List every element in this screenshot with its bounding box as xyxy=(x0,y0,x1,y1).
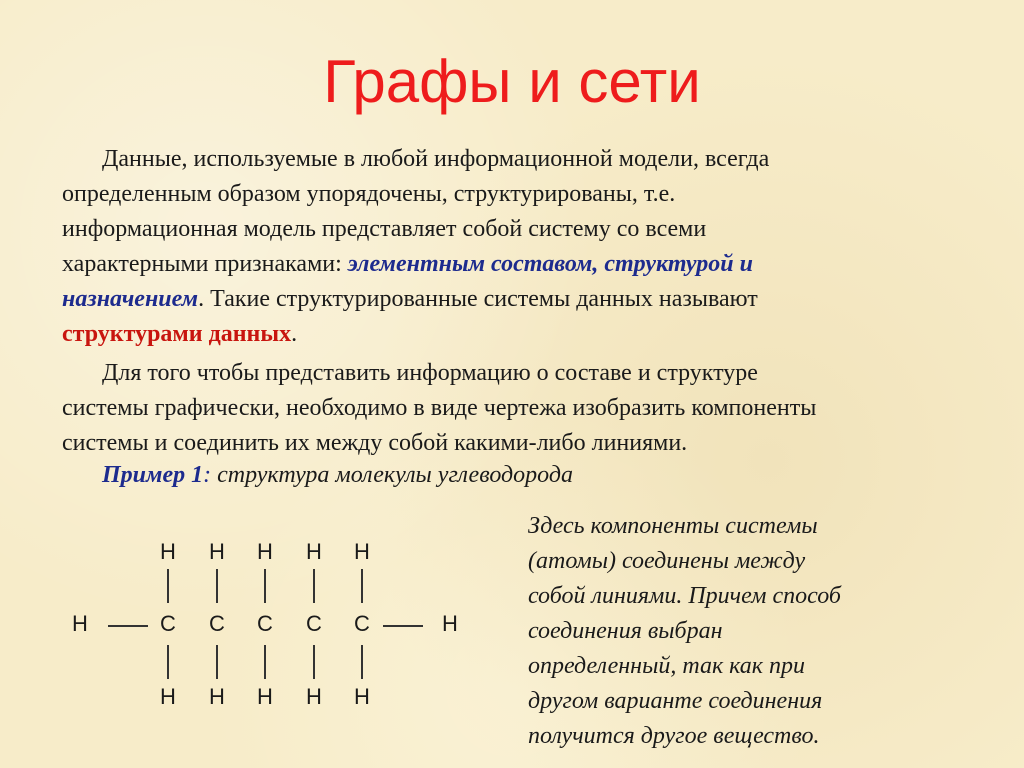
bond-down-3 xyxy=(264,645,266,679)
slide-title: Графы и сети xyxy=(323,48,701,115)
p2-line1: Для того чтобы представить информацию о составе и структуре xyxy=(102,360,758,386)
side-note-line-6: другом варианте соединения xyxy=(528,688,823,714)
side-note-line-3: собой линиями. Причем способ xyxy=(528,583,841,609)
p1-line5-highlight: назначением xyxy=(62,286,199,312)
atom-c-5: C xyxy=(354,611,370,636)
bond-down-1 xyxy=(167,645,169,679)
bond-up-5 xyxy=(361,569,363,603)
bond-down-2 xyxy=(216,645,218,679)
p1-line2: определенным образом упорядочены, структурированы, т.е. xyxy=(62,181,676,207)
p1-line4-plain: характерными признаками: xyxy=(62,251,348,277)
bond-down-5 xyxy=(361,645,363,679)
example-text: структура молекулы углеводорода xyxy=(211,462,573,488)
atom-h-right: H xyxy=(442,611,458,636)
atom-h-top-3: H xyxy=(257,539,273,564)
bond-right xyxy=(383,625,423,627)
atom-h-top-4: H xyxy=(306,539,322,564)
atom-c-3: C xyxy=(257,611,273,636)
atom-h-bottom-3: H xyxy=(257,684,273,709)
atom-h-bottom-2: H xyxy=(209,684,225,709)
example-colon: : xyxy=(203,462,212,488)
atom-h-bottom-4: H xyxy=(306,684,322,709)
bond-down-4 xyxy=(313,645,315,679)
p1-line6-highlight: структурами данных xyxy=(62,321,292,347)
side-note-line-2: (атомы) соединены между xyxy=(528,548,806,574)
atom-h-bottom-1: H xyxy=(160,684,176,709)
p2-line3: системы и соединить их между собой какими-либо линиями. xyxy=(62,430,688,456)
side-note-line-5: определенный, так как при xyxy=(528,653,806,679)
bond-up-2 xyxy=(216,569,218,603)
atom-h-top-1: H xyxy=(160,539,176,564)
atom-c-2: C xyxy=(209,611,225,636)
p1-line6-plain: . xyxy=(291,321,298,347)
atom-h-left: H xyxy=(72,611,88,636)
p1-line4-highlight: элементным составом, структурой и xyxy=(347,251,753,277)
p2-line2: системы графически, необходимо в виде чертежа изобразить компоненты xyxy=(62,395,817,421)
atom-h-top-5: H xyxy=(354,539,370,564)
p1-line5-plain: . Такие структурированные системы данных называют xyxy=(198,286,758,312)
atom-c-4: C xyxy=(306,611,322,636)
bond-up-1 xyxy=(167,569,169,603)
p1-line1: Данные, используемые в любой информационной модели, всегда xyxy=(102,146,770,172)
atom-h-top-2: H xyxy=(209,539,225,564)
bond-up-3 xyxy=(264,569,266,603)
bond-up-4 xyxy=(313,569,315,603)
side-note-line-1: Здесь компоненты системы xyxy=(528,513,818,539)
atom-h-bottom-5: H xyxy=(354,684,370,709)
atom-c-1: C xyxy=(160,611,176,636)
side-note-line-7: получится другое вещество. xyxy=(528,723,820,749)
side-note-line-4: соединения выбран xyxy=(528,618,723,644)
side-note xyxy=(528,509,918,754)
p1-line3: информационная модель представляет собой систему со всеми xyxy=(62,216,707,242)
bond-left xyxy=(108,625,148,627)
example-label: Пример 1 xyxy=(102,462,204,488)
